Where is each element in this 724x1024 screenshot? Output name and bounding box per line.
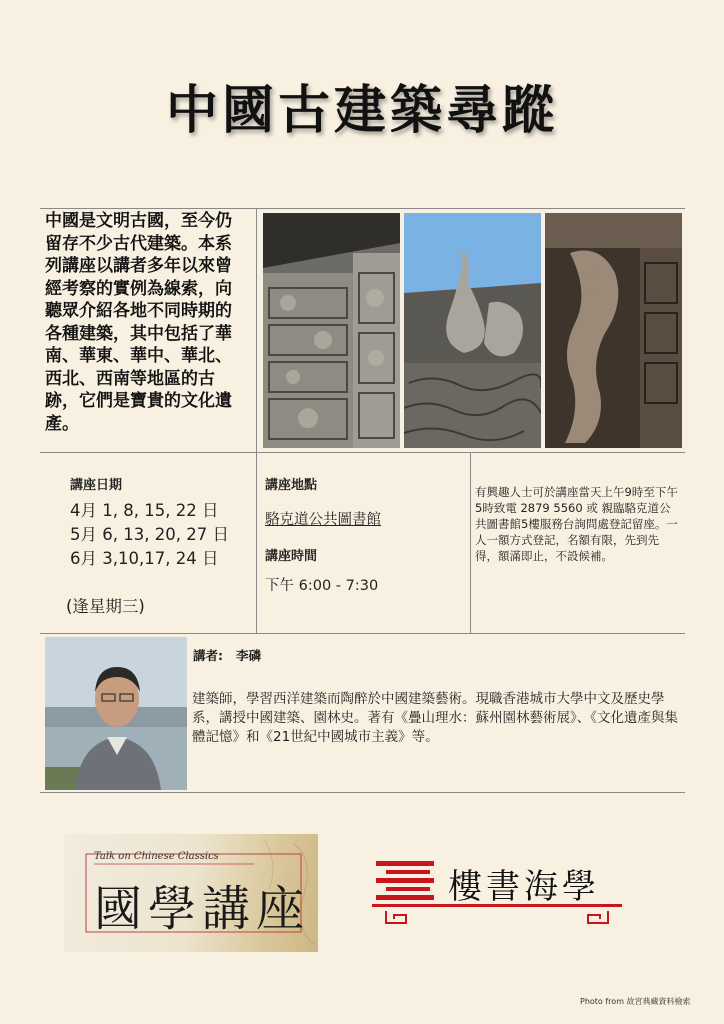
speaker-name: 李磷 — [236, 648, 262, 663]
divider-speaker-top — [40, 633, 685, 634]
date-line-may: 5月 6, 13, 20, 27 日 — [70, 525, 229, 544]
speaker-photo — [45, 637, 187, 790]
divider-schedule-top — [40, 452, 685, 453]
series-logo — [64, 834, 318, 952]
divider-speaker-bottom — [40, 792, 685, 793]
registration-note: 有興趣人士可於講座當天上午9時至下午5時致電 2879 5560 或 親臨駱克道公共圖書館5樓服務台詢問處登記留座。一人一額方式登記，名額有限，先到先得，額滿即止，不設候補。 — [475, 485, 678, 563]
dates-label: 講座日期 — [70, 478, 123, 493]
photo-credit: Photo from 故宮典藏資料檢索 — [580, 997, 691, 1006]
time-value: 下午 6:00 - 7:30 — [265, 578, 379, 594]
intro-text: 中國是文明古國，至今仍留存不少古代建築。本系列講座以講者多年以來曾經考察的實例為線索，向聽眾介紹各地不同時期的各種建築，其中包括了華南、華東、華中、華北、西北、西南等地區的古跡，它們是寶貴的文化遺產。 — [45, 211, 232, 434]
library-logo-text: 樓書海學 — [448, 867, 600, 907]
library-logo — [372, 853, 622, 933]
divider-intro — [256, 208, 257, 633]
architecture-photo-cranes — [404, 213, 541, 448]
date-line-june: 6月 3,10,17, 24 日 — [70, 549, 219, 568]
speaker-bio: 建築師，學習西洋建築而陶醉於中國建築藝術。現職香港城市大學中文及歷史學系，講授中國建築、園林史。著有《疊山理水：蘇州園林藝術展》、《文化遺產與集體記憶》和《21世紀中國城市主義》等。 — [192, 691, 678, 745]
divider-top — [40, 208, 685, 209]
architecture-photo-carving — [263, 213, 400, 448]
page-title: 中國古建築尋蹤 — [165, 80, 558, 141]
divider-schedule — [470, 452, 471, 633]
time-label: 講座時間 — [265, 549, 318, 564]
speaker-label: 講者: — [193, 648, 223, 663]
series-logo-english: Talk on Chinese Classics — [94, 851, 219, 862]
date-line-april: 4月 1, 8, 15, 22 日 — [70, 501, 219, 520]
venue-label: 講座地點 — [265, 478, 318, 493]
day-note: (逢星期三) — [66, 597, 145, 616]
series-logo-chinese: 國學講座 — [94, 881, 311, 937]
venue-link[interactable]: 駱克道公共圖書館 — [265, 512, 381, 528]
architecture-photo-bracket — [545, 213, 682, 448]
